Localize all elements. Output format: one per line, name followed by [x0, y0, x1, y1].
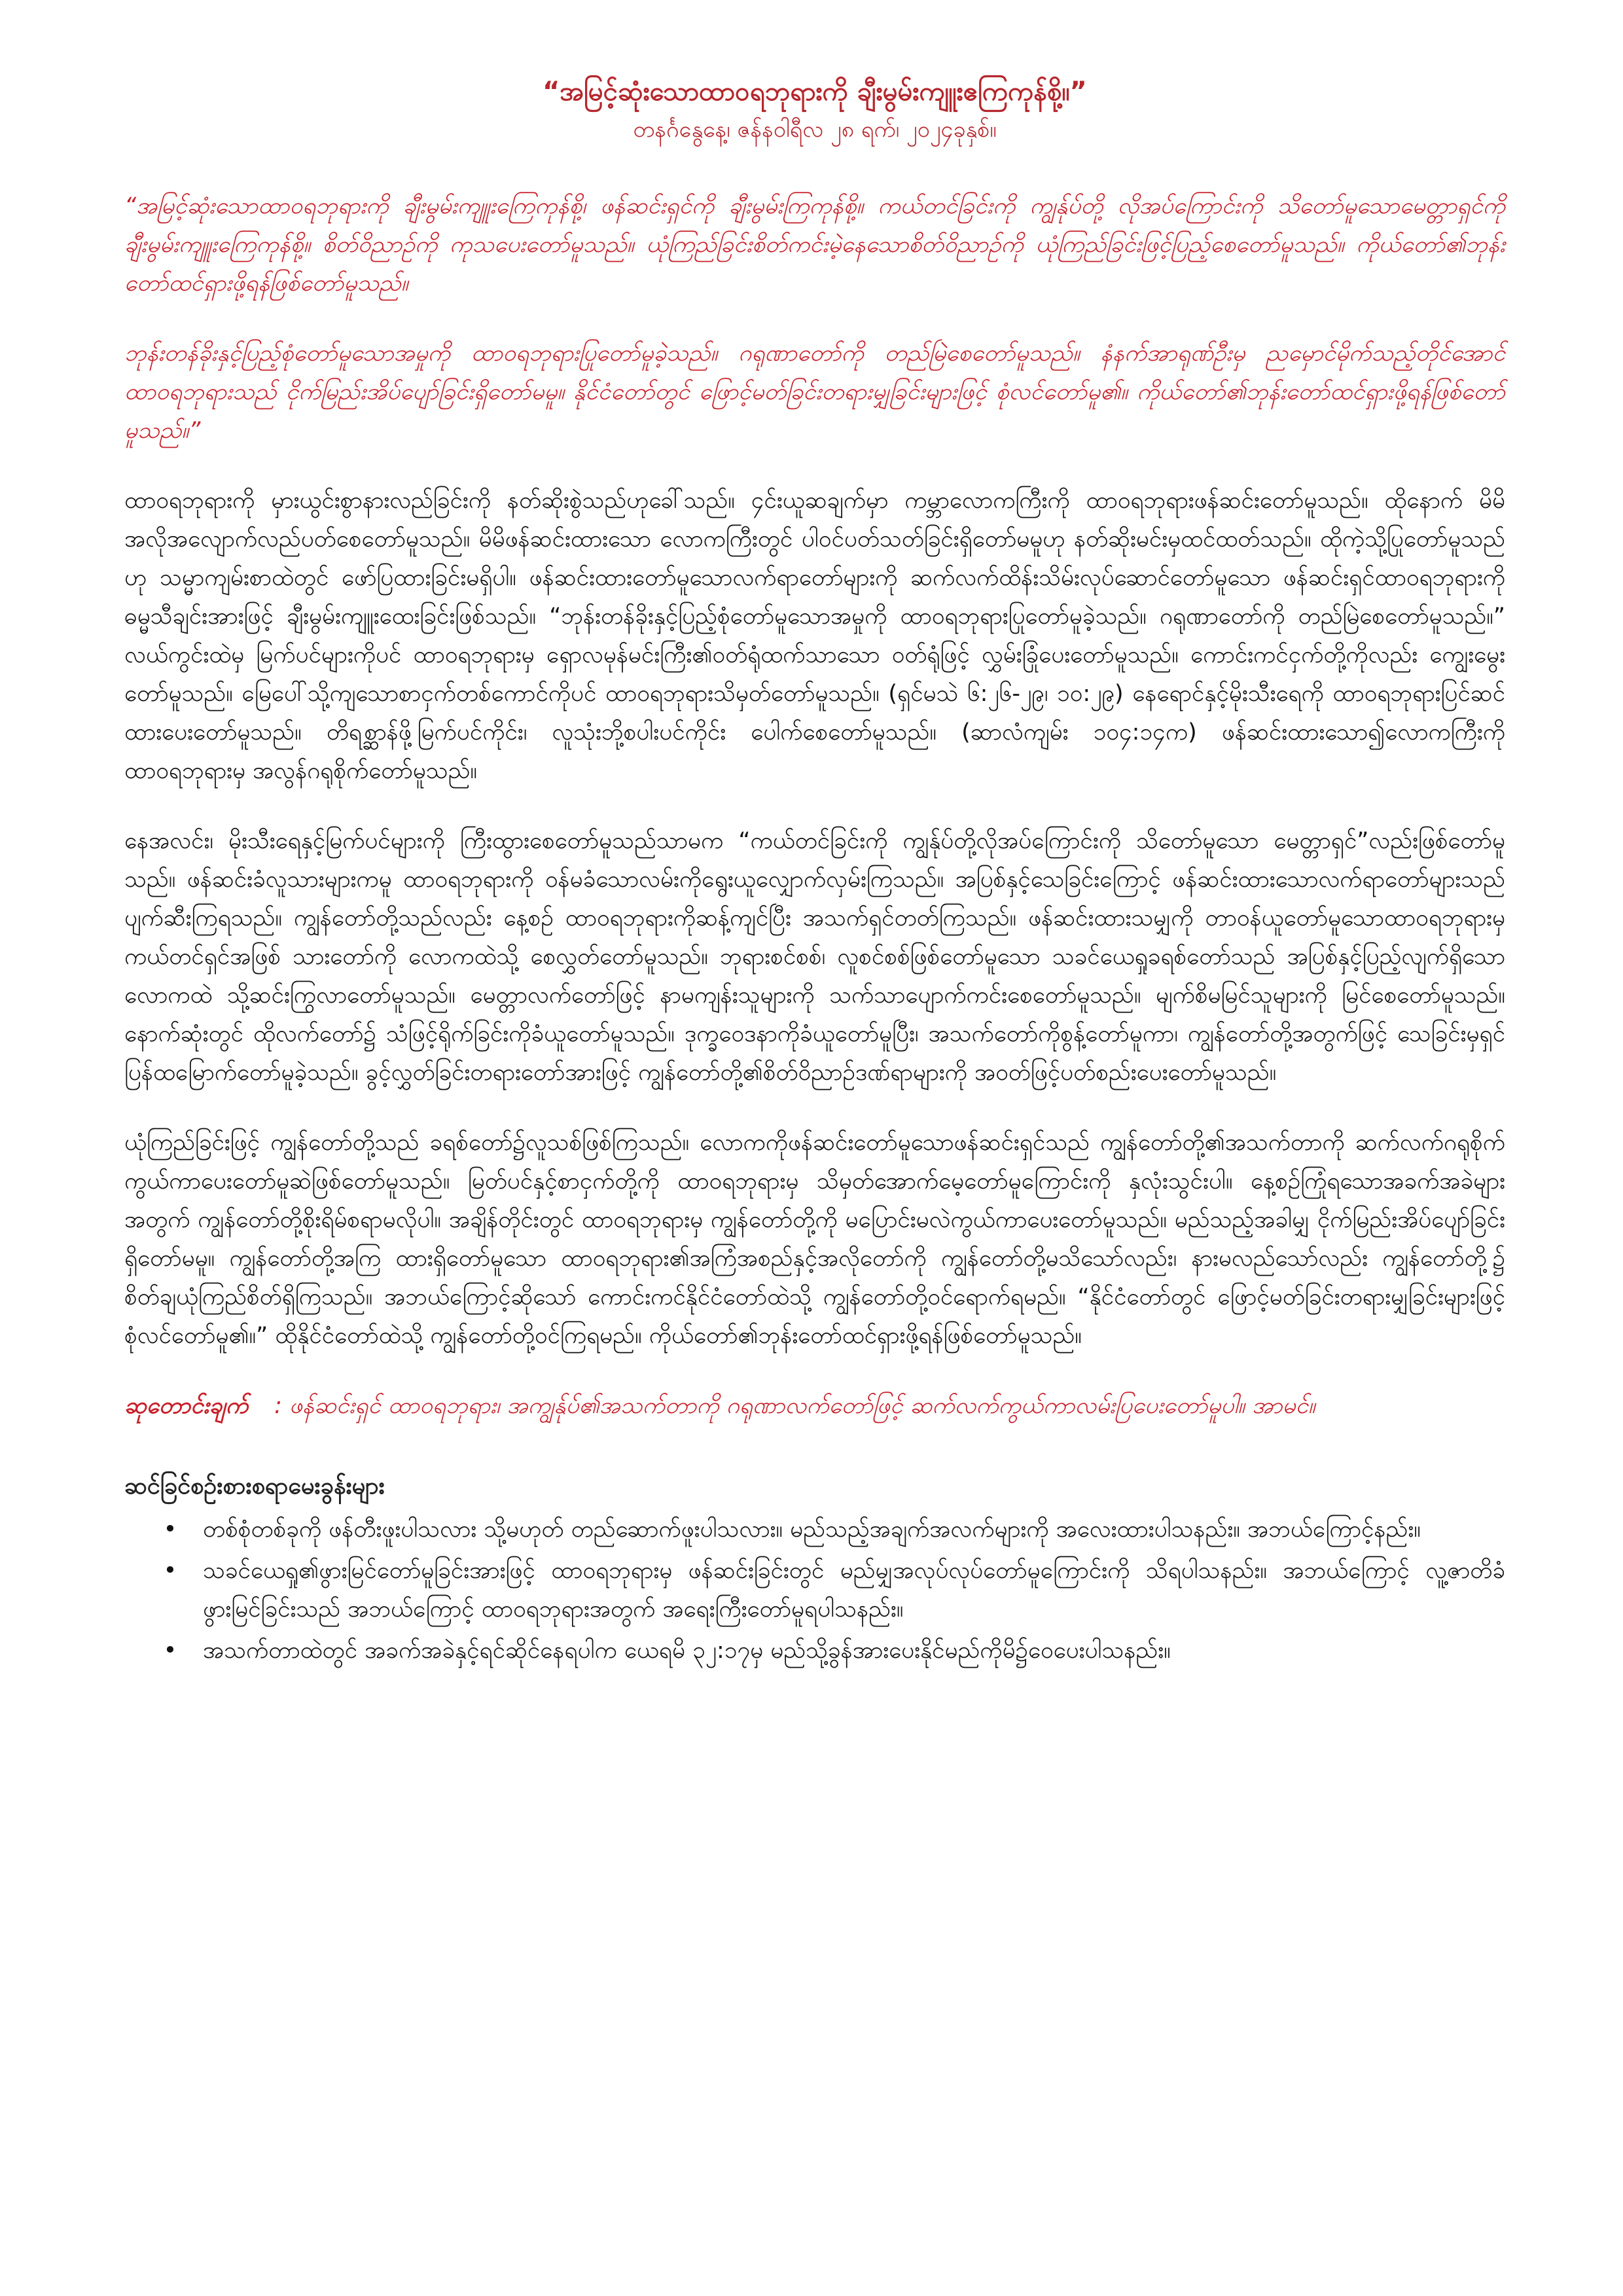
questions-list: [124, 1511, 1505, 1670]
prayer-text: : ဖန်ဆင်းရှင် ထာဝရဘုရား၊ အကျွန်ုပ်၏အသက်တာကို ဂရုဏာလက်တော်ဖြင့် ဆက်လက်ကွယ်ကာလမ်းပြပေးတော်မူပါ။ အာမင်။: [274, 1393, 1315, 1419]
question-item: [163, 1511, 1505, 1549]
question-item: [163, 1632, 1505, 1670]
questions-heading: ဆင်ခြင်စဉ်းစားစရာမေးခွန်းများ: [124, 1473, 385, 1499]
opening-quote-paragraph-1: “အမြင့်ဆုံးသောထာ၀ရဘုရားကို ချီးမွမ်းကျူးကြေကုန်စို့၊ ဖန်ဆင်းရှင်ကို ချီးမွမ်းကြကုန်စို့။ ကယ်တင်ခြင်းကို ကျွန်ုပ်တို့ လိုအပ်ကြောင်းကို သိတော်မူသောမေတ္တာရှင်ကို ချီးမွမ်းကျူးကြေကုန်စို့။ စိတ်ဝိညာဉ်ကို ကုသပေးတော်မူသည်။ ယုံကြည်ခြင်းစိတ်ကင်းမဲ့နေသောစိတ်ဝိညာဉ်ကို ယုံကြည်ခြင်းဖြင့်ပြည့်စေတော်မူသည်။ ကိုယ်တော်၏ဘုန်းတော်ထင်ရှားဖို့ရန်ဖြစ်တော်မူသည်။: [124, 193, 1505, 296]
date-line: တနင်္ဂနွေနေ့၊ ဇန်နဝါရီလ ၂၈ ရက်၊ ၂၀၂၄ခုနှစ်။: [633, 117, 997, 143]
prayer-label: ဆုတောင်းချက်: [124, 1393, 249, 1419]
body-paragraph-3: ယုံကြည်ခြင်းဖြင့် ကျွန်တော်တို့သည် ခရစ်တော်၌လူသစ်ဖြစ်ကြသည်။ လောကကိုဖန်ဆင်းတော်မူသောဖန်ဆင်းရှင်သည် ကျွန်တော်တို့၏အသက်တာကို ဆက်လက်ဂရုစိုက်ကွယ်ကာပေးတော်မူဆဲဖြစ်တော်မူသည်။ မြတ်ပင်နှင့်စာငှက်တို့ကို ထာဝရဘုရားမှ သိမှတ်အောက်မေ့တော်မူကြောင်းကို နှလုံးသွင်းပါ။ နေ့စဉ်ကြုံရသောအခက်အခဲများအတွက် ကျွန်တော်တို့စိုးရိမ်စရာမလိုပါ။ အချိန်တိုင်းတွင် ထာဝရဘုရားမှ ကျွန်တော်တို့ကို မပြောင်းမလဲကွယ်ကာပေးတော်မူသည်။ မည်သည့်အခါမျှ ငိုက်မြည်းအိပ်ပျော်ခြင်းရှိတော်မမူ။ ကျွန်တော်တို့အကြ ထားရှိတော်မူသော ထာဝရဘုရား၏အကြံအစည်နှင့်အလိုတော်ကို ကျွန်တော်တို့မသိသော်လည်း၊ နားမလည်သော်လည်း ကျွန်တော်တို့၌ စိတ်ချယုံကြည်စိတ်ရှိကြသည်။ အဘယ်ကြောင့်ဆိုသော် ကောင်းကင်နိုင်ငံတော်ထဲသို့ ကျွန်တော်တို့ဝင်ရောက်ရမည်။ “နိုင်ငံတော်တွင် ဖြောင့်မတ်ခြင်းတရားမျှခြင်းများဖြင့် စုံလင်တော်မူ၏။” ထိုနိုင်ငံတော်ထဲသို့ ကျွန်တော်တို့ဝင်ကြရမည်။ ကိုယ်တော်၏ဘုန်းတော်ထင်ရှားဖို့ရန်ဖြစ်တော်မူသည်။: [124, 1130, 1505, 1349]
bullet-icon: •: [163, 1558, 177, 1584]
bullet-icon: •: [163, 1638, 177, 1664]
question-text: တစ်စုံတစ်ခုကို ဖန်တီးဖူးပါသလား သို့မဟုတ် တည်ဆောက်ဖူးပါသလား။ မည်သည့်အချက်အလက်များကို အလေးထားပါသနည်း။ အဘယ်ကြောင့်နည်း။: [203, 1516, 1421, 1543]
prayer-block: [124, 1387, 1505, 1426]
body-paragraph-2: နေအလင်း၊ မိုးသီးရေနှင့်မြက်ပင်များကို ကြီးထွားစေတော်မူသည်သာမက “ကယ်တင်ခြင်းကို ကျွန်ုပ်တို့လိုအပ်ကြောင်းကို သိတော်မူသော မေတ္တာရှင်”လည်းဖြစ်တော်မူသည်။ ဖန်ဆင်းခံလူသားများကမူ ထာဝရဘုရားကို ဝန်မခံသောလမ်းကိုရွေးယူလျှောက်လှမ်းကြသည်။ အပြစ်နှင့်သေခြင်းကြောင့် ဖန်ဆင်းထားသောလက်ရာတော်များသည် ပျက်ဆီးကြရသည်။ ကျွန်တော်တို့သည်လည်း နေ့စဉ် ထာဝရဘုရားကိုဆန့်ကျင်ပြီး အသက်ရှင်တတ်ကြသည်။ ဖန်ဆင်းထားသမျှကို တာဝန်ယူတော်မူသောထာဝရဘုရားမှ ကယ်တင်ရှင်အဖြစ် သားတော်ကို လောကထဲသို့ စေလွှတ်တော်မူသည်။ ဘုရားစင်စစ်၊ လူစင်စစ်ဖြစ်တော်မူသော သခင်ယေရှုခရစ်တော်သည် အပြစ်နှင့်ပြည့်လျက်ရှိသောလောကထဲ သို့ဆင်းကြွလာတော်မူသည်။ မေတ္တာလက်တော်ဖြင့် နာမကျန်းသူများကို သက်သာပျောက်ကင်းစေတော်မူသည်။ မျက်စိမမြင်သူများကို မြင်စေတော်မူသည်။ နောက်ဆုံးတွင် ထိုလက်တော်၌ သံဖြင့်ရိုက်ခြင်းကိုခံယူတော်မူသည်။ ဒုက္ခဝေဒနာကိုခံယူတော်မူပြီး၊ အသက်တော်ကိုစွန့်တော်မူကာ၊ ကျွန်တော်တို့အတွက်ဖြင့် သေခြင်းမှရှင်ပြန်ထမြောက်တော်မူခဲ့သည်။ ခွင့်လွှတ်ခြင်းတရားတော်အားဖြင့် ကျွန်တော်တို့၏စိတ်ဝိညာဉ်ဒဏ်ရာများကို အဝတ်ဖြင့်ပတ်စည်းပေးတော်မူသည်။: [124, 828, 1505, 1086]
question-text: သခင်ယေရှု၏ဖွားမြင်တော်မူခြင်းအားဖြင့် ထာဝရဘုရားမှ ဖန်ဆင်းခြင်းတွင် မည်မျှအလုပ်လုပ်တော်မူကြောင်းကို သိရပါသနည်း။ အဘယ်ကြောင့် လူ့ဇာတိခံဖွားမြင်ခြင်းသည် အဘယ်ကြောင့် ထာဝရဘုရားအတွက် အရေးကြီးတော်မူရပါသနည်း။: [203, 1558, 1506, 1623]
devotional-page: [124, 72, 1505, 1673]
question-item: [163, 1552, 1506, 1629]
opening-quote-paragraph-2: ဘုန်းတန်ခိုးနှင့်ပြည့်စုံတော်မူသောအမှုကို ထာဝရဘုရားပြုတော်မူခဲ့သည်။ ဂရုဏာတော်ကို တည်မြဲစေတော်မူသည်။ နံနက်အာရုဏ်ဦးမှ ညမှောင်မိုက်သည့်တိုင်အောင် ထာဝရဘုရားသည် ငိုက်မြည်းအိပ်ပျော်ခြင်းရှိတော်မမူ။ နိုင်ငံတော်တွင် ဖြောင့်မတ်ခြင်းတရားမျှခြင်းများဖြင့် စုံလင်တော်မူ၏။ ကိုယ်တော်၏ဘုန်းတော်ထင်ရှားဖို့ရန်ဖြစ်တော်မူသည်။”: [124, 340, 1505, 444]
bullet-icon: •: [163, 1516, 177, 1543]
question-text: အသက်တာထဲတွင် အခက်အခဲနှင့်ရင်ဆိုင်နေရပါက ယေရမိ ၃၂:၁၇မှ မည်သို့ခွန်အားပေးနိုင်မည်ကိုမိ၌ဝေပေးပါသနည်း။: [203, 1638, 1171, 1664]
body-paragraph-1: ထာဝရဘုရားကို မှားယွင်းစွာနားလည်ခြင်းကို နတ်ဆိုးစွဲသည်ဟုခေါ်သည်။ ၄င်းယူဆချက်မှာ ကမ္ဘာလောကကြီးကို ထာဝရဘုရားဖန်ဆင်းတော်မူသည်။ ထိုနောက် မိမိအလိုအလျောက်လည်ပတ်စေတော်မူသည်။ မိမိဖန်ဆင်းထားသော လောကကြီးတွင် ပါဝင်ပတ်သတ်ခြင်းရှိတော်မမူဟု နတ်ဆိုးမင်းမှထင်ထတ်သည်။ ထိုကဲ့သို့ပြုတော်မူသည်ဟု သမ္မာကျမ်းစာထဲတွင် ဖော်ပြထားခြင်းမရှိပါ။ ဖန်ဆင်းထားတော်မူသောလက်ရာတော်များကို ဆက်လက်ထိန်းသိမ်းလုပ်ဆောင်တော်မူသော ဖန်ဆင်းရှင်ထာဝရဘုရားကို ဓမ္မသီချင်းအားဖြင့် ချီးမွမ်းကျူးထေးခြင်းဖြစ်သည်။ “ဘုန်းတန်ခိုးနှင့်ပြည့်စုံတော်မူသောအမှုကို ထာဝရဘုရားပြုတော်မူခဲ့သည်။ ဂရုဏာတော်ကို တည်မြဲစေတော်မူသည်။” လယ်ကွင်းထဲမှ မြက်ပင်များကိုပင် ထာဝရဘုရားမှ ရှောလမုန်မင်းကြီး၏ဝတ်ရုံထက်သာသော ဝတ်ရုံဖြင့် လွှမ်းခြုံပေးတော်မူသည်။ ကောင်းကင်ငှက်တို့ကိုလည်း ကျွေးမွေးတော်မူသည်။ မြေပေါ်သို့ကျသောစာငှက်တစ်ကောင်ကိုပင် ထာဝရဘုရားသိမှတ်တော်မူသည်။ (ရှင်မသဲ ၆:၂၆-၂၉၊ ၁၀:၂၉) နေရောင်နှင့်မိုးသီးရေကို ထာဝရဘုရားပြင်ဆင်ထားပေးတော်မူသည်။ တိရစ္ဆာန်ဖို့မြက်ပင်ကိုင်း၊ လူသုံးဘို့စပါးပင်ကိုင်း ပေါက်စေတော်မူသည်။ (ဆာလံကျမ်း ၁၀၄:၁၄က) ဖန်ဆင်းထားသော၍လောကကြီးကို ထာဝရဘုရားမှ အလွန်ဂရုစိုက်တော်မူသည်။: [124, 488, 1505, 784]
page-title: “အမြင့်ဆုံးသောထာ၀ရဘုရားကို ချီးမွမ်းကျူးဧကြကုန်စို့။”: [543, 77, 1087, 107]
